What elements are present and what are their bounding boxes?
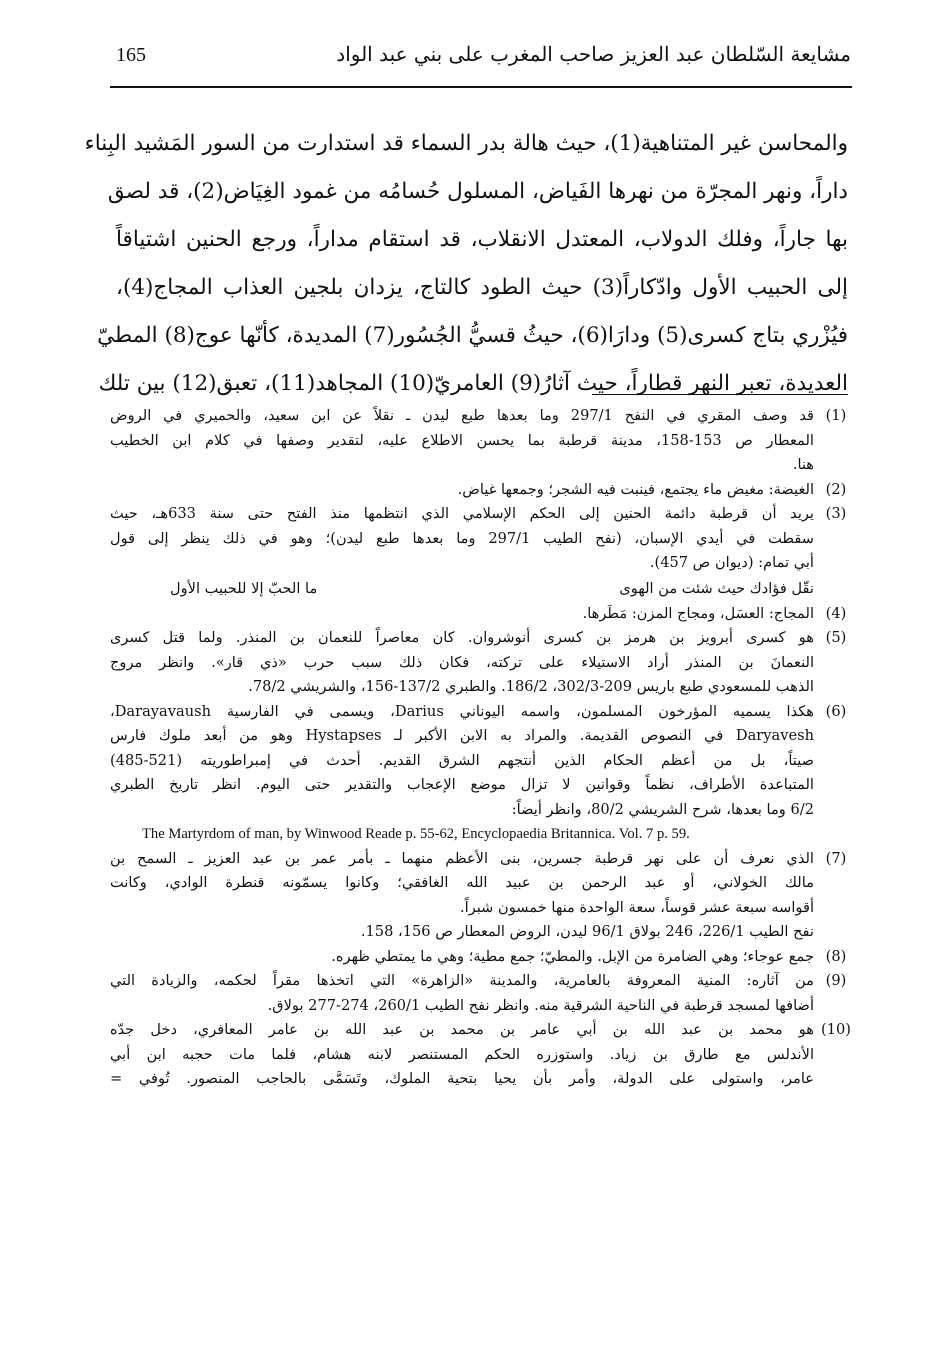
running-head: مشايعة السّلطان عبد العزيز صاحب المغرب على بني عبد الواد [336, 42, 851, 66]
footnote-line: صيتاً، بل من أعظم الحكام الذين أنتجهم الشرق القديم. أحدث في إمبراطوريته (521-485) [110, 751, 814, 769]
footnote-9 [110, 969, 854, 1018]
body-line: والمحاسن غير المتناهية(1)، حيث هالة بدر السماء قد استدارت من السور المَشيد البِناء [84, 131, 848, 156]
footnote-8 [110, 945, 854, 970]
footnote-number: (2) [825, 480, 847, 498]
footnote-5 [110, 626, 854, 700]
footnote-line: المعطار ص 153-158، مدينة قرطبة بما يحسن الاطلاع عليه، لتقدير وصفها في كلام ابن الخطيب [110, 431, 814, 449]
body-line: بها جاراً، وفلك الدولاب، المعتدل الانقلاب، قد استقام مداراً، ورجع الحنين اشتياقاً [116, 227, 848, 252]
footnote-line: سقطت في أيدي الإسبان، (نفح الطيب 297/1 وما بعدها طبع ليدن)؛ وهو في ذلك ينظر إلى قول [110, 529, 814, 547]
footnote-line: عامر، واستولى على الدولة، وأمر بأن يحيا بتحية الملوك، وتَسَمَّى بالحاجب المنصور. تُوفي = [110, 1070, 814, 1087]
footnote-number: (3) [825, 505, 847, 522]
footnote-line: هو كسرى أبرويز بن هرمز بن كسرى أنوشروان. كان معاصراً للنعمان بن المنذر. ولما قتل كسرى [110, 629, 814, 646]
footnote-line: Daryavesh في النصوص القديمة. والمراد به الابن الأكبر لـ Hystapses وهو من أبعد ملوك فارس [110, 727, 814, 744]
footnote-number: (10) [821, 1021, 851, 1038]
footnote-number: (1) [825, 407, 847, 424]
footnote-number: (9) [825, 972, 847, 989]
page-number: 165 [116, 44, 146, 66]
header-rule [110, 86, 852, 88]
footnote-line: أبي تمام: (ديوان ص 457). [649, 554, 814, 571]
footnote-4 [110, 602, 854, 627]
verse-line [110, 576, 814, 602]
footnote-line: الذهب للمسعودي طبع باريس 209-302/3، 186/2. والطبري 137/2-156، والشريشي 78/2. [248, 678, 814, 695]
footnote-line: الأندلس مع طارق بن زياد. واستوزره الحكم المستنصر لابنه هشام، فلما مات حجبه ابن أبي [110, 1045, 814, 1063]
footnote-line: المجاج: العسَل، ومجاج المزن: مَطَرها. [582, 604, 814, 622]
footnote-number: (7) [825, 849, 847, 867]
footnote-line: 6/2 وما بعدها، شرح الشريشي 80/2، وانظر أيضاً: [511, 800, 814, 818]
footnote-line: جمع عوجاء؛ وهي الضامرة من الإبل. والمطيّ؛ جمع مطية؛ وهي ما يمتطي ظهره. [331, 947, 814, 965]
footnote-line: المتباعدة الأطراف، نظماً وقوانين لا تزال موضع الإعجاب والتقدير حتى اليوم. انظر تاريخ الطبري [110, 776, 814, 793]
verse-second-hemistich: ما الحبّ إلا للحبيب الأول [170, 579, 318, 597]
footnote-line: هنا. [792, 456, 814, 473]
footnote-line: من آثاره: المنية المعروفة بالعامرية، والمدينة «الزاهرة» التي اتخذها مقراً لحكمه، والزيادة التي [110, 972, 814, 989]
footnote-number: (5) [825, 629, 847, 646]
footnote-latin-reference: The Martyrdom of man, by Winwood Reade p. 55-62, Encyclopaedia Britannica. Vol. 7 p. 59. [142, 826, 690, 842]
verse-first-hemistich: نقّل فؤادك حيث شئت من الهوى [619, 579, 814, 597]
footnote-10 [110, 1018, 854, 1092]
footnote-line: الذي نعرف أن على نهر قرطبة جسرين، بنى الأعظم منهما ـ بأمر عمر بن عبد العزيز ـ السمح بن [110, 849, 814, 867]
footnote-separator [592, 394, 848, 395]
footnote-number: (4) [825, 604, 847, 622]
footnote-3 [110, 502, 854, 602]
body-line: داراً، ونهر المجرّة من نهرها الفَياض، المسلول حُسامُه من غمود الغِيَاض(2)، قد لصق [107, 179, 848, 204]
footnote-line: أضافها لمسجد قرطبة في الناحية الشرقية منه. وانظر نفح الطيب 260/1، 274-277 بولاق. [267, 996, 814, 1014]
footnote-line: هو محمد بن عبد الله بن أبي عامر بن محمد بن عبد الله بن عامر المعافري، دخل جدّه [110, 1021, 814, 1038]
footnote-2 [110, 478, 854, 503]
footnote-line: يريد أن قرطبة دائمة الحنين إلى الحكم الإسلامي الذي انتظمها منذ الفتح حتى سنة 633هـ، حيث [110, 505, 814, 522]
footnote-7 [110, 847, 854, 945]
footnote-line: الغيضة: مغيض ماء يجتمع، فينبت فيه الشجر؛ وجمعها غياض. [457, 480, 814, 498]
body-line: فيُزْري بتاج كسرى(5) ودارَا(6)، حيثُ قسيُّ الجُسُور(7) المديدة، كأنّها عوج(8) المطيّ [97, 323, 848, 348]
footnote-number: (6) [825, 702, 847, 720]
footnote-6 [110, 700, 854, 847]
body-line: العديدة، تعبر النهر قطاراً، حيث آثارُ(9) العامريّ(10) المجاهد(11)، تعبق(12) بين تلك [98, 371, 848, 396]
footnote-line: قد وصف المقري في النفح 297/1 وما بعدها طبع ليدن ـ نقلاً عن ابن سعيد، والحميري في الروض [110, 407, 814, 424]
body-line: إلى الحبيب الأول وادّكاراً(3) حيث الطود كالتاج، يزدان بلجين العذاب المجاج(4)، [116, 275, 849, 300]
footnote-1 [110, 404, 854, 478]
body-text [84, 120, 849, 408]
footnote-line: مالك الخولاني، أو عبد الرحمن بن عبيد الله الغافقي؛ وكانوا يسمّونه قنطرة الوادي، وكانت [110, 874, 814, 891]
footnote-line: هكذا يسميه المؤرخون المسلمون، واسمه اليوناني Darius، ويسمى في الفارسية Darayavaush، [110, 702, 814, 720]
footnote-number: (8) [825, 947, 847, 965]
footnote-line: النعمانَ بن المنذر أراد الاستيلاء على تركته، فكان ذلك سبب حرب «ذي قار». وانظر مروج [110, 653, 814, 671]
footnote-line: نفح الطيب 226/1، 246 بولاق 96/1 ليدن، الروض المعطار ص 156، 158. [360, 923, 814, 940]
footnote-line: أقواسه سبعة عشر قوساً، سعة الواحدة منها خمسون شبراً. [460, 898, 814, 916]
footnotes [110, 404, 854, 1092]
